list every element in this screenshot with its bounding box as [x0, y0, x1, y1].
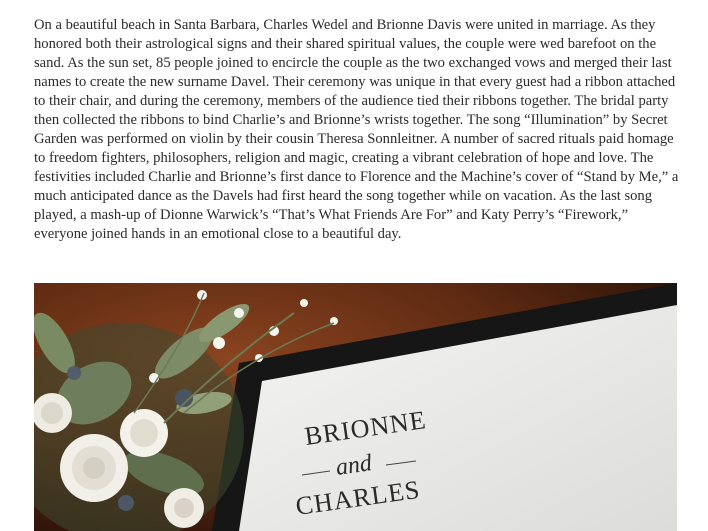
- wedding-sign-photo: [34, 283, 677, 531]
- wedding-sign-illustration: [34, 283, 677, 531]
- sign-name-bride: BRIONNE: [302, 405, 429, 451]
- sign-and: and: [334, 450, 374, 481]
- article-paragraph: On a beautiful beach in Santa Barbara, Charles Wedel and Brionne Davis were united in marriage. As they honored both their astrological signs and their shared spiritual values, the couple were wed barefoot on the sand. As the sun set, 85 people joined to encircle the couple as the two exchanged vows and merged their last names to create the new surname Davel. Their ceremony was unique in that every guest had a ribbon attached to their chair, and during the ceremony, members of the audience tied their ribbons together. The bridal party then collected the ribbons to bind Charlie’s and Brionne’s wrists together. The song “Illumination” by Secret Garden was performed on violin by their cousin Theresa Sonnleitner. A number of sacred rituals paid homage to freedom fighters, philosophers, religion and magic, creating a vibrant celebration of hope and love. The festivities included Charlie and Brionne’s first dance to Florence and the Machine’s cover of “Stand by Me,” a much anticipated dance as the Davels had first heard the song together while on vacation. As the last song played, a mash-up of Dionne Warwick’s “That’s What Friends Are For” and Katy Perry’s “Firework,” everyone joined hands in an emotional close to a beautiful day.: [34, 17, 679, 242]
- sign-name-groom: CHARLES: [293, 474, 423, 521]
